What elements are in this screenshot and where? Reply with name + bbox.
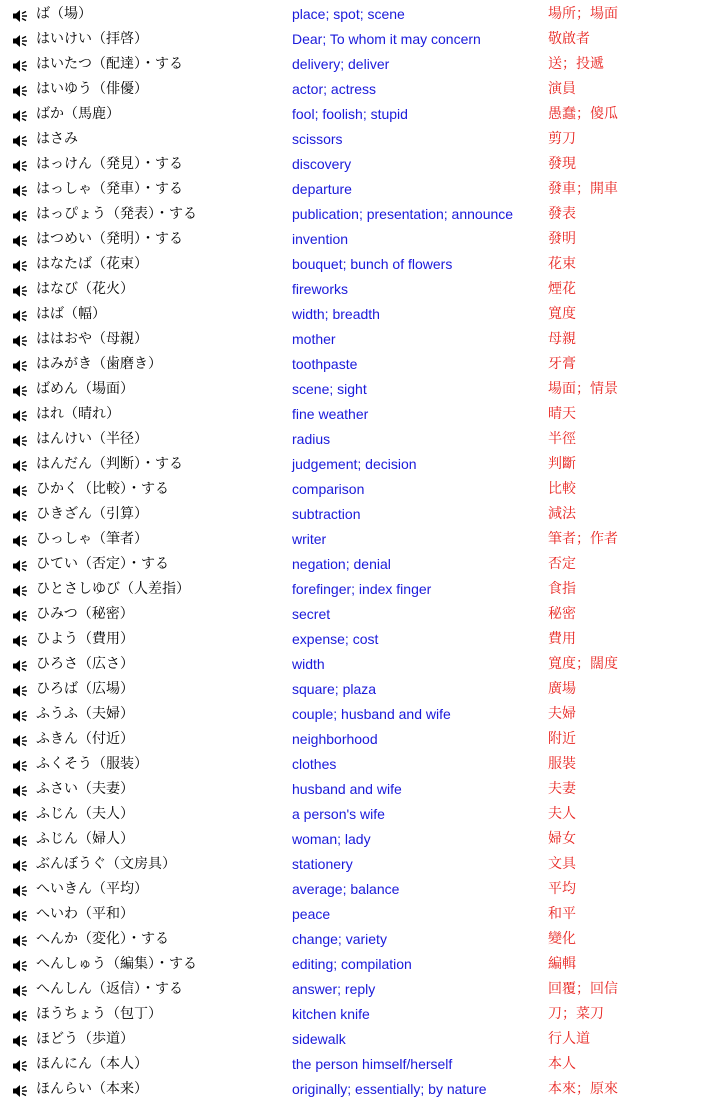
chinese-meaning: 筆者；作者 [548,531,618,547]
speaker-icon[interactable] [12,933,28,947]
speaker-icon[interactable] [12,558,28,572]
japanese-word: ひかく（比較）・する [36,481,169,497]
english-meaning: change; variety [292,931,387,947]
speaker-icon[interactable] [12,458,28,472]
vocabulary-row [0,527,720,552]
chinese-meaning: 刀；菜刀 [548,1006,604,1022]
chinese-meaning: 廣場 [548,681,576,697]
speaker-icon[interactable] [12,858,28,872]
japanese-word: ほうちょう（包丁） [36,1006,162,1022]
japanese-word: ひとさしゆび（人差指） [36,581,190,597]
speaker-icon[interactable] [12,183,28,197]
speaker-icon[interactable] [12,1058,28,1072]
chinese-meaning: 婦女 [548,831,576,847]
english-meaning: originally; essentially; by nature [292,1081,487,1097]
vocabulary-row [0,2,720,27]
english-meaning: mother [292,331,336,347]
japanese-word: はみがき（歯磨き） [36,356,162,372]
vocabulary-list [0,2,720,1102]
chinese-meaning: 送；投遞 [548,56,604,72]
english-meaning: kitchen knife [292,1006,370,1022]
japanese-word: ふじん（婦人） [36,831,134,847]
speaker-icon[interactable] [12,958,28,972]
vocabulary-row [0,252,720,277]
vocabulary-row [0,327,720,352]
vocabulary-row [0,402,720,427]
chinese-meaning: 服裝 [548,756,576,772]
english-meaning: judgement; decision [292,456,417,472]
japanese-word: はいけい（拝啓） [36,31,148,47]
vocabulary-row [0,477,720,502]
english-meaning: place; spot; scene [292,6,405,22]
speaker-icon[interactable] [12,683,28,697]
japanese-word: はなたば（花束） [36,256,148,272]
english-meaning: neighborhood [292,731,378,747]
english-meaning: Dear; To whom it may concern [292,31,481,47]
japanese-word: ひろば（広場） [36,681,134,697]
chinese-meaning: 比較 [548,481,576,497]
japanese-word: はば（幅） [36,306,106,322]
speaker-icon[interactable] [12,483,28,497]
vocabulary-row [0,102,720,127]
speaker-icon[interactable] [12,1008,28,1022]
vocabulary-row [0,27,720,52]
english-meaning: woman; lady [292,831,371,847]
speaker-icon[interactable] [12,433,28,447]
english-meaning: sidewalk [292,1031,346,1047]
english-meaning: toothpaste [292,356,358,372]
vocabulary-row [0,52,720,77]
vocabulary-row [0,377,720,402]
chinese-meaning: 花束 [548,256,576,272]
vocabulary-row [0,877,720,902]
japanese-word: ひきざん（引算） [36,506,148,522]
english-meaning: answer; reply [292,981,376,997]
english-meaning: clothes [292,756,337,772]
chinese-meaning: 剪刀 [548,131,576,147]
vocabulary-row [0,652,720,677]
vocabulary-row [0,602,720,627]
chinese-meaning: 寬度 [548,306,576,322]
speaker-icon[interactable] [12,158,28,172]
english-meaning: editing; compilation [292,956,412,972]
chinese-meaning: 食指 [548,581,576,597]
chinese-meaning: 行人道 [548,1031,590,1047]
speaker-icon[interactable] [12,733,28,747]
chinese-meaning: 秘密 [548,606,576,622]
english-meaning: stationery [292,856,353,872]
japanese-word: ははおや（母親） [36,331,148,347]
japanese-word: へいきん（平均） [36,881,148,897]
chinese-meaning: 本來；原來 [548,1081,618,1097]
english-meaning: publication; presentation; announce [292,206,514,222]
english-meaning: scissors [292,131,343,147]
speaker-icon[interactable] [12,208,28,222]
chinese-meaning: 發現 [548,156,576,172]
japanese-word: ふうふ（夫婦） [36,706,134,722]
chinese-meaning: 演員 [548,81,576,97]
english-meaning: square; plaza [292,681,377,697]
chinese-meaning: 發明 [548,231,576,247]
vocabulary-row [0,777,720,802]
chinese-meaning: 場面；情景 [548,381,618,397]
japanese-word: ぶんぼうぐ（文房具） [36,856,176,872]
vocabulary-row [0,227,720,252]
speaker-icon[interactable] [12,783,28,797]
speaker-icon[interactable] [12,908,28,922]
chinese-meaning: 減法 [548,506,576,522]
chinese-meaning: 回覆；回信 [548,981,618,997]
japanese-word: ふくそう（服装） [36,756,148,772]
english-meaning: forefinger; index finger [292,581,432,597]
japanese-word: へんか（変化）・する [36,931,169,947]
japanese-word: はなび（花火） [36,281,134,297]
vocabulary-row [0,927,720,952]
japanese-word: ひろさ（広さ） [36,656,134,672]
chinese-meaning: 敬啟者 [548,31,590,47]
chinese-meaning: 文具 [548,856,576,872]
japanese-word: ふきん（付近） [36,731,134,747]
vocabulary-row [0,677,720,702]
speaker-icon[interactable] [12,383,28,397]
vocabulary-row [0,627,720,652]
japanese-word: はつめい（発明）・する [36,231,183,247]
japanese-word: はんだん（判断）・する [36,456,183,472]
english-meaning: radius [292,431,331,447]
chinese-meaning: 夫婦 [548,706,576,722]
vocabulary-row [0,302,720,327]
chinese-meaning: 否定 [548,556,576,572]
english-meaning: scene; sight [292,381,367,397]
english-meaning: bouquet; bunch of flowers [292,256,453,272]
vocabulary-row [0,177,720,202]
chinese-meaning: 寬度；闊度 [548,656,618,672]
japanese-word: ほんらい（本来） [36,1081,148,1097]
speaker-icon[interactable] [12,308,28,322]
english-meaning: subtraction [292,506,361,522]
chinese-meaning: 附近 [548,731,576,747]
chinese-meaning: 平均 [548,881,576,897]
vocabulary-row [0,1077,720,1102]
english-meaning: fine weather [292,406,369,422]
chinese-meaning: 牙膏 [548,356,576,372]
english-meaning: secret [292,606,331,622]
english-meaning: discovery [292,156,352,172]
vocabulary-row [0,577,720,602]
japanese-word: へいわ（平和） [36,906,134,922]
speaker-icon[interactable] [12,233,28,247]
chinese-meaning: 夫妻 [548,781,576,797]
vocabulary-row [0,727,720,752]
speaker-icon[interactable] [12,133,28,147]
vocabulary-row [0,352,720,377]
speaker-icon[interactable] [12,883,28,897]
speaker-icon[interactable] [12,508,28,522]
english-meaning: the person himself/herself [292,1056,453,1072]
speaker-icon[interactable] [12,358,28,372]
japanese-word: へんしゅう（編集）・する [36,956,197,972]
vocabulary-row [0,127,720,152]
vocabulary-row [0,152,720,177]
chinese-meaning: 晴天 [548,406,576,422]
chinese-meaning: 變化 [548,931,576,947]
chinese-meaning: 半徑 [548,431,576,447]
vocabulary-row [0,802,720,827]
vocabulary-row [0,427,720,452]
speaker-icon[interactable] [12,108,28,122]
speaker-icon[interactable] [12,658,28,672]
english-meaning: width [292,656,325,672]
english-meaning: fireworks [292,281,349,297]
japanese-word: はっけん（発見）・する [36,156,183,172]
japanese-word: へんしん（返信）・する [36,981,183,997]
japanese-word: はいゆう（俳優） [36,81,148,97]
chinese-meaning: 煙花 [548,281,576,297]
vocabulary-row [0,1002,720,1027]
english-meaning: invention [292,231,349,247]
speaker-icon[interactable] [12,583,28,597]
japanese-word: ひよう（費用） [36,631,134,647]
speaker-icon[interactable] [12,1083,28,1097]
vocabulary-row [0,902,720,927]
english-meaning: couple; husband and wife [292,706,451,722]
vocabulary-row [0,502,720,527]
vocabulary-row [0,452,720,477]
japanese-word: ひっしゃ（筆者） [36,531,148,547]
english-meaning: a person's wife [292,806,385,822]
japanese-word: はっぴょう（発表）・する [36,206,197,222]
japanese-word: ふさい（夫妻） [36,781,134,797]
vocabulary-row [0,702,720,727]
chinese-meaning: 和平 [548,906,576,922]
chinese-meaning: 場所；場面 [548,6,618,22]
english-meaning: husband and wife [292,781,402,797]
speaker-icon[interactable] [12,58,28,72]
speaker-icon[interactable] [12,333,28,347]
speaker-icon[interactable] [12,533,28,547]
chinese-meaning: 費用 [548,631,576,647]
japanese-word: ば（場） [36,6,92,22]
vocabulary-row [0,202,720,227]
speaker-icon[interactable] [12,808,28,822]
speaker-icon[interactable] [12,8,28,22]
chinese-meaning: 母親 [548,331,576,347]
english-meaning: comparison [292,481,365,497]
english-meaning: departure [292,181,352,197]
vocabulary-row [0,852,720,877]
chinese-meaning: 發車；開車 [548,181,618,197]
vocabulary-row [0,827,720,852]
vocabulary-row [0,952,720,977]
speaker-icon[interactable] [12,408,28,422]
english-meaning: expense; cost [292,631,379,647]
japanese-word: はれ（晴れ） [36,406,120,422]
english-meaning: fool; foolish; stupid [292,106,408,122]
english-meaning: negation; denial [292,556,391,572]
japanese-word: ほどう（歩道） [36,1031,134,1047]
japanese-word: ふじん（夫人） [36,806,134,822]
japanese-word: はさみ [36,131,78,147]
speaker-icon[interactable] [12,258,28,272]
speaker-icon[interactable] [12,833,28,847]
speaker-icon[interactable] [12,708,28,722]
english-meaning: peace [292,906,331,922]
japanese-word: ばめん（場面） [36,381,134,397]
japanese-word: はっしゃ（発車）・する [36,181,183,197]
speaker-icon[interactable] [12,983,28,997]
japanese-word: ばか（馬鹿） [36,106,120,122]
vocabulary-row [0,1052,720,1077]
japanese-word: ほんにん（本人） [36,1056,148,1072]
chinese-meaning: 愚蠢；傻瓜 [548,106,618,122]
japanese-word: ひみつ（秘密） [36,606,134,622]
speaker-icon[interactable] [12,283,28,297]
vocabulary-row [0,752,720,777]
japanese-word: はいたつ（配達）・する [36,56,183,72]
speaker-icon[interactable] [12,1033,28,1047]
chinese-meaning: 判斷 [548,456,576,472]
chinese-meaning: 本人 [548,1056,576,1072]
speaker-icon[interactable] [12,608,28,622]
english-meaning: writer [292,531,327,547]
japanese-word: はんけい（半径） [36,431,148,447]
english-meaning: delivery; deliver [292,56,390,72]
chinese-meaning: 發表 [548,206,576,222]
vocabulary-row [0,1027,720,1052]
english-meaning: width; breadth [292,306,380,322]
speaker-icon[interactable] [12,758,28,772]
speaker-icon[interactable] [12,33,28,47]
english-meaning: actor; actress [292,81,377,97]
vocabulary-row [0,552,720,577]
speaker-icon[interactable] [12,633,28,647]
japanese-word: ひてい（否定）・する [36,556,169,572]
vocabulary-row [0,77,720,102]
chinese-meaning: 編輯 [548,956,576,972]
vocabulary-row [0,977,720,1002]
speaker-icon[interactable] [12,83,28,97]
vocabulary-row [0,277,720,302]
chinese-meaning: 夫人 [548,806,576,822]
english-meaning: average; balance [292,881,400,897]
